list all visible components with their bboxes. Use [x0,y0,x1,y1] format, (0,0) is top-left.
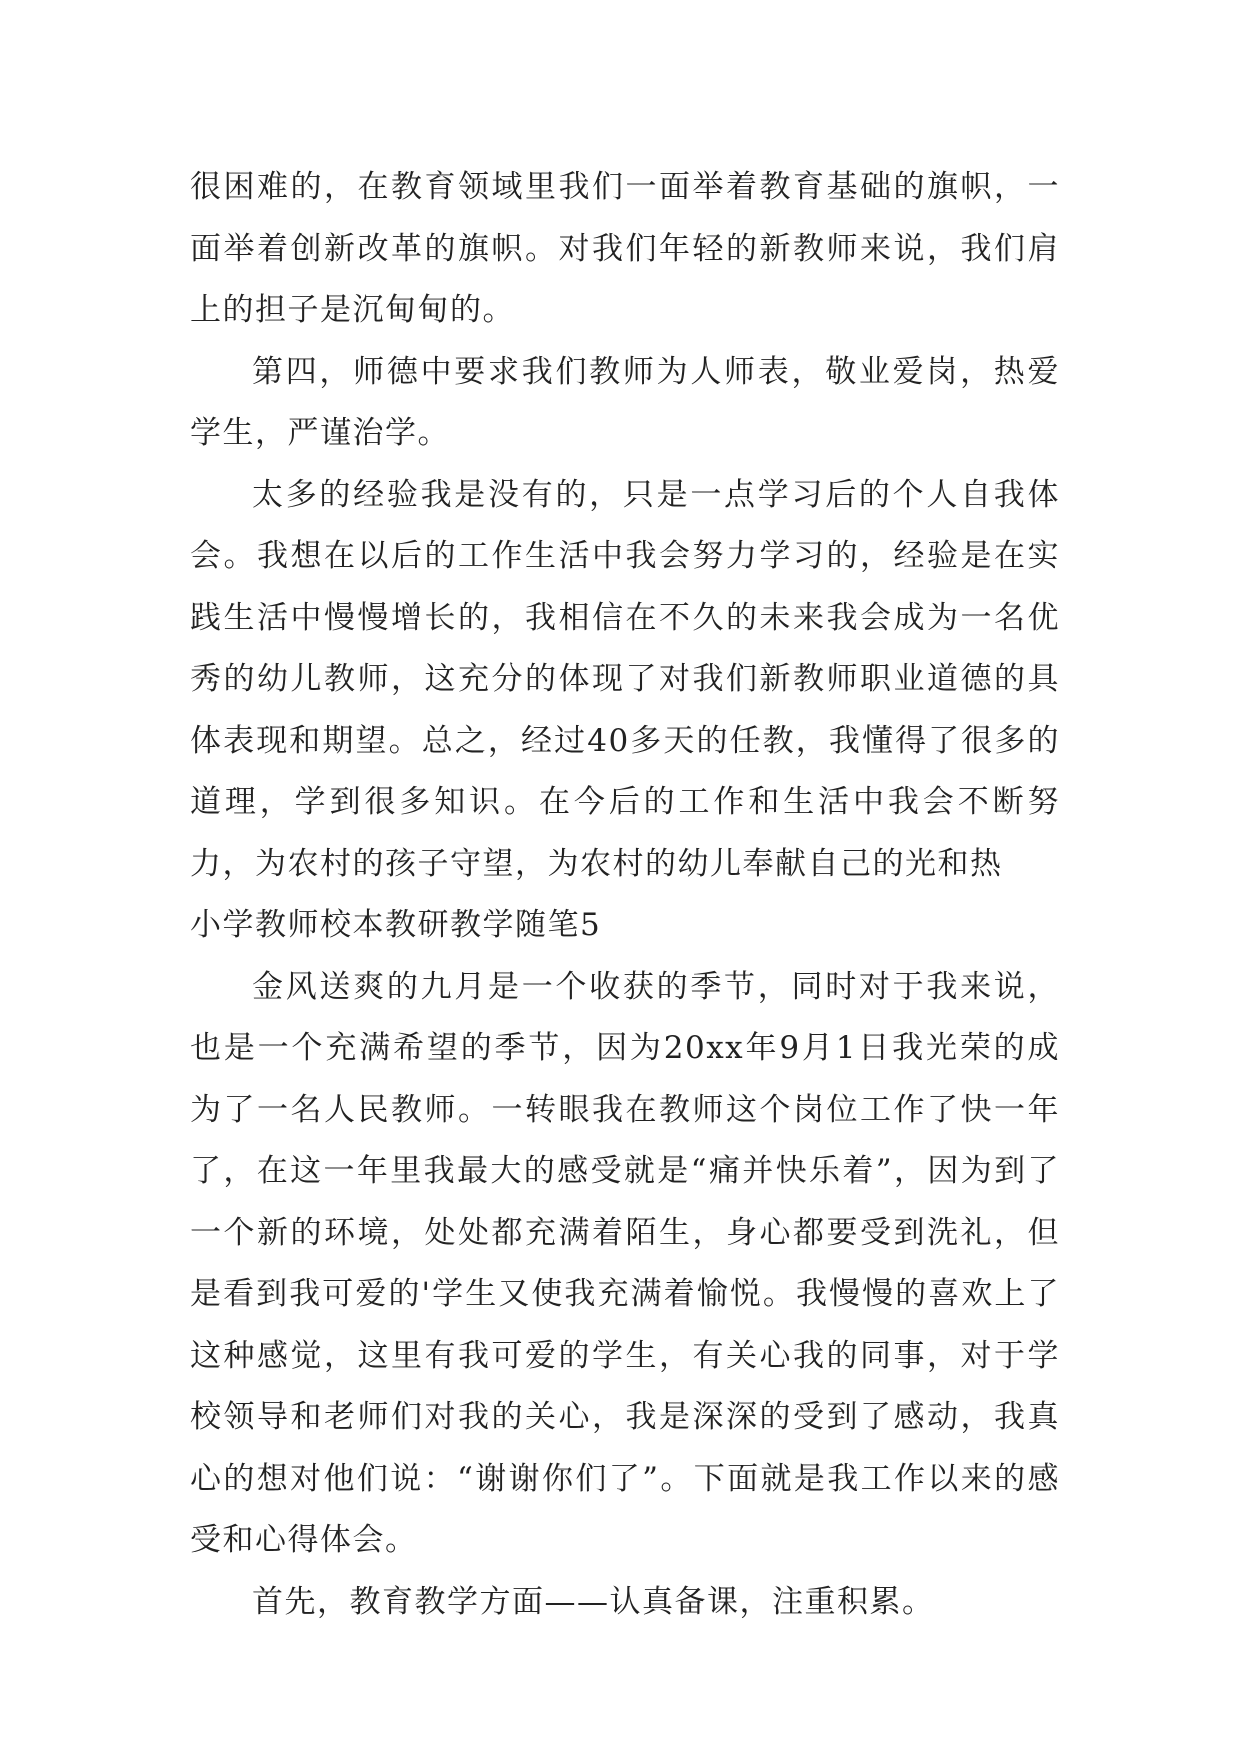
paragraph-fourth-point: 第四，师德中要求我们教师为人师表，敬业爱岗，热爱学生，严谨治学。 [190,353,1060,451]
paragraph-first-point: 首先，教育教学方面——认真备课，注重积累。 [252,1583,935,1620]
section-heading: 小学教师校本教研教学随笔5 [190,907,602,943]
paragraph-continuation: 很困难的，在教育领域里我们一面举着教育基础的旗帜，一面举着创新改革的旗帜。对我们年轻的新教师来说，我们肩上的担子是沉甸甸的。 [190,169,1060,328]
paragraph-experience: 太多的经验我是没有的，只是一点学习后的个人自我体会。我想在以后的工作生活中我会努力学习的，经验是在实践生活中慢慢增长的，我相信在不久的未来我会成为一名优秀的幼儿教师，这充分的体现了对我们新教师职业道德的具体表现和期望。总之，经过40多天的任教，我懂得了很多的道理，学到很多知识。在今后的工作和生活中我会不断努力，为农村的孩子守望，为农村的幼儿奉献自己的光和热 [190,476,1060,882]
paragraph-september: 金风送爽的九月是一个收获的季节，同时对于我来说，也是一个充满希望的季节，因为20xx年9月1日我光荣的成为了一名人民教师。一转眼我在教师这个岗位工作了快一年了，在这一年里我最大的感受就是“痛并快乐着”，因为到了一个新的环境，处处都充满着陌生，身心都要受到洗礼，但是看到我可爱的'学生又使我充满着愉悦。我慢慢的喜欢上了这种感觉，这里有我可爱的学生，有关心我的同事，对于学校领导和老师们对我的关心，我是深深的受到了感动，我真心的想对他们说：“谢谢你们了”。下面就是我工作以来的感受和心得体会。 [190,968,1060,1558]
document-body [190,157,1060,1633]
